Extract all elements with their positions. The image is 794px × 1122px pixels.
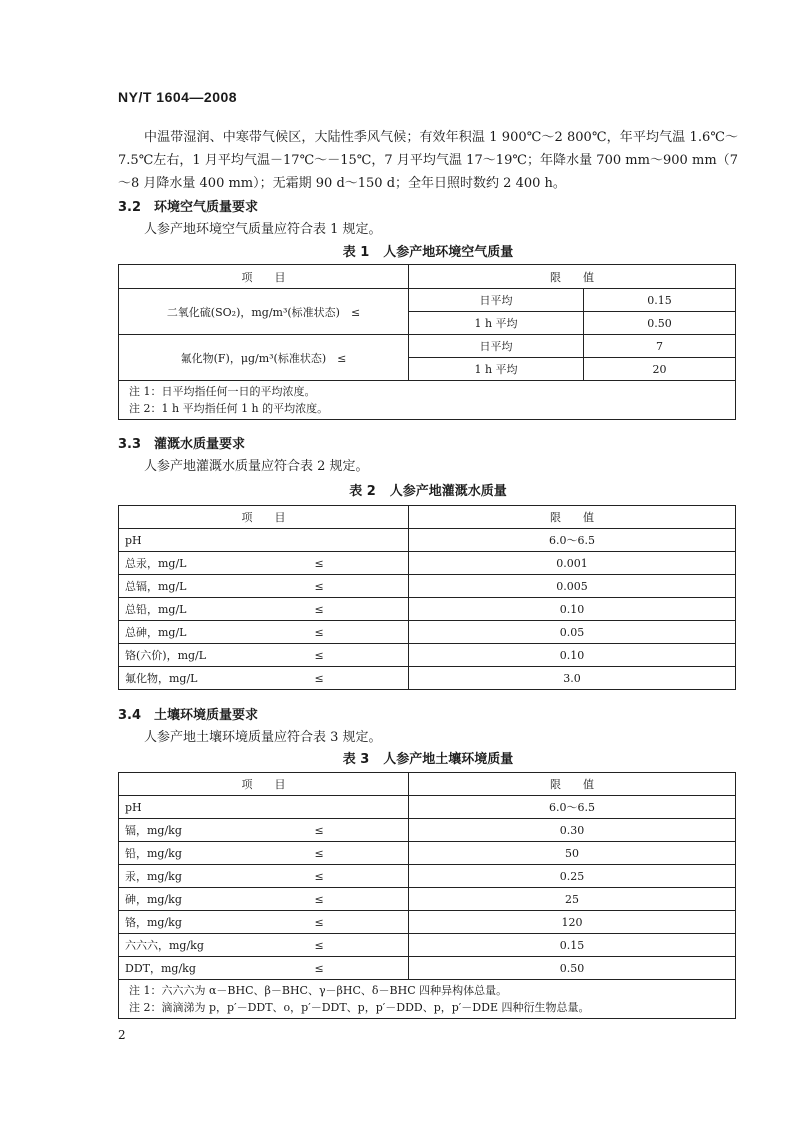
value-cell: 0.25: [409, 865, 736, 888]
item-cell: 二氧化硫(SO₂)，mg/m³(标准状态) ≤: [119, 289, 409, 335]
table-row: [119, 934, 736, 957]
item-cell: 总镉，mg/L: [119, 575, 309, 598]
item-cell: 总铅，mg/L: [119, 598, 309, 621]
item-cell: 六六六，mg/kg: [119, 934, 309, 957]
le-cell: [309, 529, 409, 552]
note-1: 注 1：六六六为 α－BHC、β－BHC、γ－βHC、δ－BHC 四种异构体总量。: [129, 984, 508, 997]
value-cell: 0.30: [409, 819, 736, 842]
standard-header: NY/T 1604—2008: [118, 89, 238, 105]
le-cell: ≤: [309, 598, 409, 621]
value-cell: 0.005: [409, 575, 736, 598]
le-cell: ≤: [309, 842, 409, 865]
section-3-2-heading: [118, 196, 258, 215]
table1-title: 人参产地环境空气质量: [383, 245, 514, 260]
table-row: [119, 888, 736, 911]
table3-label: 表 3: [342, 752, 370, 767]
value-cell: 0.05: [409, 621, 736, 644]
table-row: [119, 865, 736, 888]
note-2: 注 2：1 h 平均指任何 1 h 的平均浓度。: [129, 402, 329, 415]
value-cell: 20: [584, 358, 736, 381]
item-cell: 总砷，mg/L: [119, 621, 309, 644]
le-cell: ≤: [309, 934, 409, 957]
notes-cell: [119, 381, 736, 420]
period-cell: 1 h 平均: [409, 312, 584, 335]
table-row: [119, 796, 736, 819]
table3: [118, 772, 736, 1019]
value-cell: 6.0～6.5: [409, 796, 736, 819]
note-2: 注 2：滴滴涕为 p，p′－DDT、o，p′－DDT、p，p′－DDD、p，p′－DDE 四种衍生物总量。: [129, 1001, 590, 1014]
le-cell: ≤: [309, 865, 409, 888]
climate-paragraph: 中温带湿润、中寒带气候区，大陆性季风气候；有效年积温 1 900℃～2 800℃，年平均气温 1.6℃～7.5℃左右，1 月平均气温－17℃～－15℃，7 月平均气温 17～19℃；年降水量 700 mm～900 mm（7～8 月降水量 400 mm）；无霜期 90 d～150 d；全年日照时数约 2 400 h。: [118, 130, 738, 191]
le-cell: ≤: [309, 667, 409, 690]
table1-caption: [118, 241, 738, 260]
section-3-4-intro: 人参产地土壤环境质量应符合表 3 规定。: [144, 730, 382, 745]
item-cell: 铬(六价)，mg/L: [119, 644, 309, 667]
le-cell: [309, 796, 409, 819]
table-row: [119, 529, 736, 552]
le-cell: ≤: [309, 957, 409, 980]
header-item: 项 目: [119, 265, 409, 289]
item-cell: 汞，mg/kg: [119, 865, 309, 888]
item-cell: pH: [119, 529, 309, 552]
table-row: [119, 552, 736, 575]
value-cell: 0.001: [409, 552, 736, 575]
le-cell: ≤: [309, 575, 409, 598]
header-limit: 限 值: [409, 265, 736, 289]
table-row: [119, 289, 736, 312]
item-cell: pH: [119, 796, 309, 819]
section-3-3-heading: [118, 433, 245, 452]
table-header-row: [119, 773, 736, 796]
item-cell: 砷，mg/kg: [119, 888, 309, 911]
section-title: 土壤环境质量要求: [154, 708, 259, 723]
value-cell: 0.50: [584, 312, 736, 335]
table-notes: [119, 381, 736, 420]
section-3-3-intro: 人参产地灌溉水质量应符合表 2 规定。: [144, 459, 369, 474]
value-cell: 3.0: [409, 667, 736, 690]
item-cell: 总汞，mg/L: [119, 552, 309, 575]
notes-cell: [119, 980, 736, 1019]
period-cell: 日平均: [409, 335, 584, 358]
value-cell: 0.15: [409, 934, 736, 957]
item-cell: 铅，mg/kg: [119, 842, 309, 865]
table1: [118, 264, 736, 420]
value-cell: 0.10: [409, 598, 736, 621]
section-number: 3.2: [118, 200, 142, 215]
value-cell: 0.15: [584, 289, 736, 312]
le-cell: ≤: [309, 888, 409, 911]
table3-caption: [118, 748, 738, 767]
table1-label: 表 1: [342, 245, 370, 260]
table-row: [119, 819, 736, 842]
value-cell: 50: [409, 842, 736, 865]
table-header-row: [119, 506, 736, 529]
header-item: 项 目: [119, 506, 409, 529]
le-cell: ≤: [309, 819, 409, 842]
table2: [118, 505, 736, 690]
value-cell: 7: [584, 335, 736, 358]
table2-caption: [118, 480, 738, 499]
table-row: [119, 842, 736, 865]
header-item: 项 目: [119, 773, 409, 796]
item-cell: 氟化物(F)，μg/m³(标准状态) ≤: [119, 335, 409, 381]
value-cell: 0.10: [409, 644, 736, 667]
section-3-4-heading: [118, 704, 258, 723]
section-title: 灌溉水质量要求: [154, 437, 246, 452]
table-row: [119, 957, 736, 980]
section-number: 3.3: [118, 437, 142, 452]
item-cell: 铬，mg/kg: [119, 911, 309, 934]
table-notes: [119, 980, 736, 1019]
note-1: 注 1：日平均指任何一日的平均浓度。: [129, 385, 316, 398]
header-limit: 限 值: [409, 773, 736, 796]
table3-title: 人参产地土壤环境质量: [383, 752, 514, 767]
table-row: [119, 644, 736, 667]
period-cell: 日平均: [409, 289, 584, 312]
item-cell: 镉，mg/kg: [119, 819, 309, 842]
table2-label: 表 2: [349, 484, 376, 499]
section-title: 环境空气质量要求: [154, 200, 259, 215]
table-row: [119, 598, 736, 621]
item-cell: DDT，mg/kg: [119, 957, 309, 980]
header-limit: 限 值: [409, 506, 736, 529]
table-row: [119, 575, 736, 598]
item-cell: 氟化物，mg/L: [119, 667, 309, 690]
table-row: [119, 911, 736, 934]
value-cell: 120: [409, 911, 736, 934]
table-row: [119, 667, 736, 690]
period-cell: 1 h 平均: [409, 358, 584, 381]
value-cell: 0.50: [409, 957, 736, 980]
table-row: [119, 335, 736, 358]
section-3-2-intro: 人参产地环境空气质量应符合表 1 规定。: [144, 222, 382, 237]
le-cell: ≤: [309, 621, 409, 644]
value-cell: 6.0～6.5: [409, 529, 736, 552]
le-cell: ≤: [309, 911, 409, 934]
table2-title: 人参产地灌溉水质量: [389, 484, 507, 499]
le-cell: ≤: [309, 644, 409, 667]
page-number: 2: [118, 1028, 126, 1042]
table-header-row: [119, 265, 736, 289]
le-cell: ≤: [309, 552, 409, 575]
value-cell: 25: [409, 888, 736, 911]
table-row: [119, 621, 736, 644]
section-number: 3.4: [118, 708, 142, 723]
